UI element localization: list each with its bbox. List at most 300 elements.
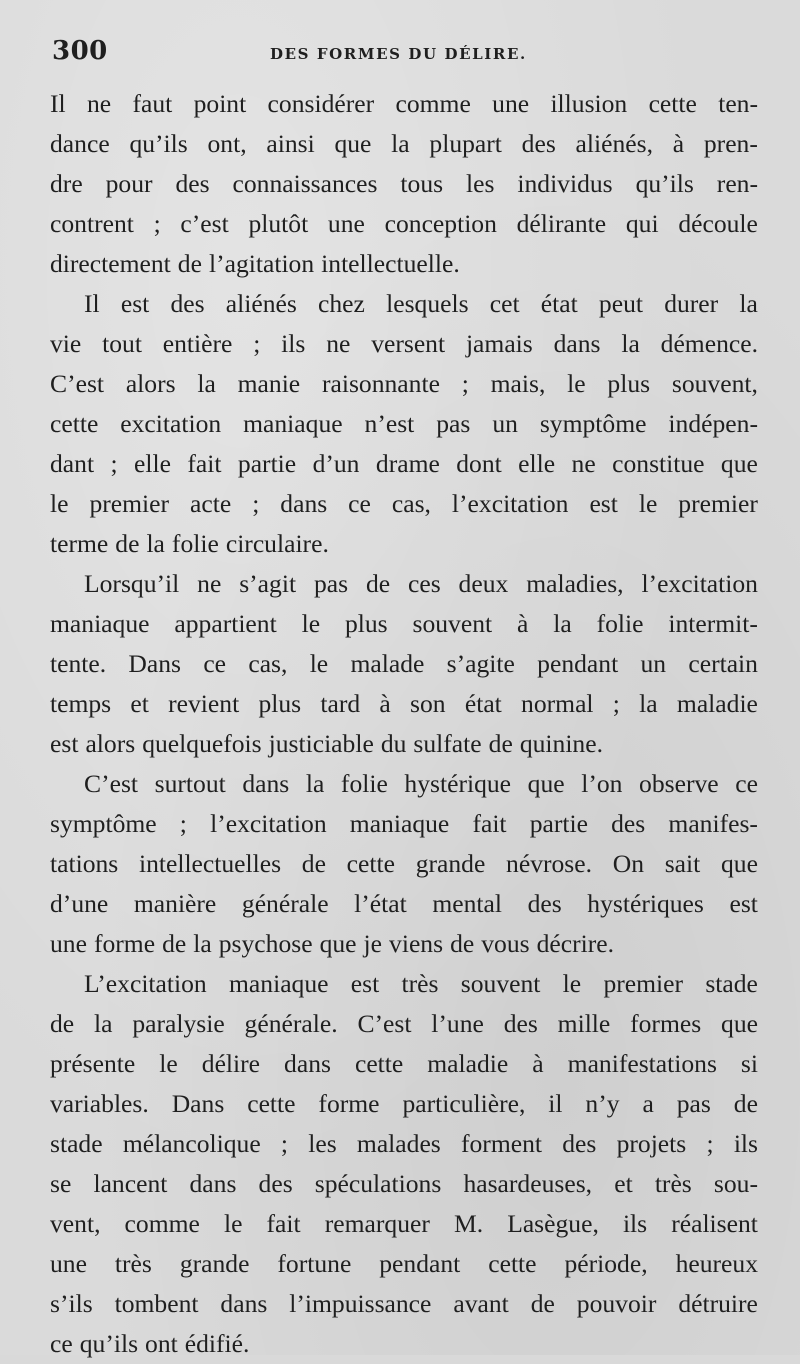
word: d’un — [312, 449, 360, 478]
word: les — [466, 169, 495, 198]
word: je — [363, 929, 383, 958]
word: des — [527, 889, 562, 918]
word: dans — [242, 769, 290, 798]
text-line — [50, 564, 758, 604]
word: de — [115, 529, 140, 558]
word: ces — [407, 569, 441, 598]
word: fait — [472, 809, 507, 838]
text-line — [50, 924, 758, 964]
paragraph — [50, 964, 758, 1364]
word: ; — [179, 809, 187, 838]
word: délire — [201, 1049, 261, 1078]
word: indépen- — [668, 409, 758, 438]
word: tente. — [50, 649, 107, 678]
text-line — [50, 204, 758, 244]
word: cas, — [391, 489, 431, 518]
word: l’impuissance — [289, 1289, 432, 1318]
word: la — [621, 329, 640, 358]
word: des — [258, 1169, 293, 1198]
word: Lasègue, — [507, 1209, 599, 1238]
word: le — [50, 489, 69, 518]
word: stade — [705, 969, 758, 998]
paragraph — [50, 764, 758, 964]
word: névrose. — [506, 849, 593, 878]
text-line — [50, 1004, 758, 1044]
word: le — [309, 649, 329, 678]
word: dans — [189, 1169, 237, 1198]
word: maniaque — [50, 609, 150, 638]
word: dans — [280, 489, 328, 518]
word: justiciable — [268, 729, 374, 758]
word: se — [50, 1169, 72, 1198]
word: découle — [678, 209, 758, 238]
word: viens — [389, 929, 444, 958]
word: dans — [220, 1289, 268, 1318]
word: normal — [521, 689, 594, 718]
word: premier — [603, 969, 684, 998]
word: des — [562, 1129, 597, 1158]
word: spéculations — [314, 1169, 442, 1198]
text-line — [50, 1084, 758, 1124]
word: mais, — [490, 369, 546, 398]
word: des — [170, 289, 205, 318]
word: hystérique — [404, 769, 512, 798]
word: démence. — [660, 329, 758, 358]
word: mental — [432, 889, 502, 918]
word: pas — [676, 1089, 711, 1118]
word: C’est — [50, 369, 105, 398]
word: ont, — [207, 129, 247, 158]
text-line — [50, 844, 758, 884]
word: générale — [241, 889, 329, 918]
word: c’est — [180, 209, 229, 238]
word: Il — [50, 89, 66, 118]
word: les — [308, 1129, 337, 1158]
word: ; — [252, 489, 260, 518]
word: pren- — [703, 129, 758, 158]
word: hasardeuses, — [463, 1169, 593, 1198]
word: malades — [356, 1129, 441, 1158]
word: l’on — [581, 769, 623, 798]
word: fortune — [277, 1249, 352, 1278]
word: de — [530, 1289, 555, 1318]
word: forme — [318, 1089, 380, 1118]
word: paralysie — [132, 1009, 225, 1038]
word: pendant — [537, 649, 619, 678]
word: vous — [481, 929, 530, 958]
word: ; — [706, 1129, 714, 1158]
word: des — [521, 129, 556, 158]
word: de — [450, 929, 475, 958]
word: la — [197, 369, 216, 398]
word: édifié. — [184, 1329, 250, 1358]
word: des — [503, 1009, 538, 1038]
word: s’ils — [50, 1289, 93, 1318]
word: est — [350, 969, 380, 998]
word: intellectuelle. — [321, 249, 460, 278]
word: considérer — [267, 89, 375, 118]
word: directement — [50, 249, 171, 278]
word: cette — [648, 89, 697, 118]
text-line — [50, 1164, 758, 1204]
text-line — [50, 404, 758, 444]
text-line — [50, 524, 758, 564]
word: elle — [518, 449, 556, 478]
word: manifes- — [668, 809, 758, 838]
word: de — [162, 929, 187, 958]
word: premier — [89, 489, 170, 518]
text-line — [50, 1044, 758, 1084]
word: à — [379, 689, 391, 718]
word: variables. — [50, 1089, 149, 1118]
word: Dans — [171, 1089, 225, 1118]
word: plus — [607, 369, 651, 398]
word: ce — [348, 489, 371, 518]
word: symptôme — [50, 809, 157, 838]
word: une — [50, 929, 87, 958]
word: faut — [132, 89, 173, 118]
word: s’agite — [446, 649, 515, 678]
word: pour — [105, 169, 153, 198]
word: terme — [50, 529, 109, 558]
word: tout — [102, 329, 142, 358]
word: Lorsqu’il — [84, 569, 180, 598]
word: ne — [86, 89, 112, 118]
word: si — [740, 1049, 758, 1078]
word: ont — [145, 1329, 178, 1358]
word: qui — [625, 209, 659, 238]
word: intellectuelles — [138, 849, 282, 878]
word: très — [654, 1169, 692, 1198]
word: avant — [453, 1289, 509, 1318]
word: maniaque — [349, 809, 450, 838]
text-line — [50, 444, 758, 484]
word: acte — [190, 489, 232, 518]
word: entière — [162, 329, 233, 358]
text-line — [50, 724, 758, 764]
text-line — [50, 1124, 758, 1164]
text-line — [50, 644, 758, 684]
word: à — [516, 609, 529, 638]
word: est — [589, 489, 618, 518]
word: cette — [247, 1089, 296, 1118]
word: le — [567, 369, 586, 398]
word: ; — [612, 689, 620, 718]
paragraph — [50, 284, 758, 564]
word: plupart — [429, 129, 502, 158]
word: alors — [125, 369, 176, 398]
word: folie — [340, 769, 388, 798]
word: pouvoir — [576, 1289, 657, 1318]
word: détruire — [678, 1289, 758, 1318]
word: elle — [134, 449, 171, 478]
word: l’excitation — [641, 569, 758, 598]
word: ne — [326, 329, 351, 358]
word: quinine. — [519, 729, 603, 758]
word: maniaque — [229, 969, 329, 998]
word: la — [739, 289, 758, 318]
word: M. — [453, 1209, 484, 1238]
word: des — [175, 169, 210, 198]
word: fait — [187, 449, 222, 478]
text-line — [50, 324, 758, 364]
word: remarquer — [324, 1209, 430, 1238]
word: réalisent — [671, 1209, 758, 1238]
word: une — [492, 89, 530, 118]
word: tombent — [114, 1289, 199, 1318]
word: l’une — [431, 1009, 484, 1038]
word: la — [639, 689, 658, 718]
word: la — [305, 769, 325, 798]
word: la — [553, 609, 572, 638]
word: intermit- — [668, 609, 758, 638]
word: illusion — [550, 89, 628, 118]
text-line — [50, 84, 758, 124]
word: contrent — [50, 209, 134, 238]
word: plus — [258, 689, 302, 718]
word: On — [612, 849, 645, 878]
word: ; — [153, 209, 161, 238]
word: que — [319, 929, 357, 958]
word: lancent — [93, 1169, 168, 1198]
word: symptôme — [539, 409, 647, 438]
text-line — [50, 1204, 758, 1244]
word: pas — [313, 569, 349, 598]
word: vie — [50, 329, 82, 358]
word: ; — [280, 1129, 289, 1158]
word: un — [640, 649, 667, 678]
word: est — [729, 889, 758, 918]
word: plutôt — [248, 209, 309, 238]
word: cas, — [248, 649, 288, 678]
word: durer — [664, 289, 719, 318]
word: aliénés — [225, 289, 297, 318]
word: que — [527, 769, 565, 798]
word: générale. — [244, 1009, 338, 1038]
word: qu’ils — [79, 1329, 139, 1358]
text-line — [50, 604, 758, 644]
word: l’agitation — [208, 249, 315, 278]
text-line — [50, 884, 758, 924]
word: que — [720, 849, 758, 878]
word: sait — [664, 849, 701, 878]
word: le — [159, 1049, 178, 1078]
word: ils — [733, 1129, 758, 1158]
running-title: DES FORMES DU DÉLIRE. — [270, 45, 527, 63]
word: C’est — [84, 769, 139, 798]
word: vent, — [50, 1209, 101, 1238]
word: que — [334, 129, 372, 158]
word: dans — [553, 329, 601, 358]
word: cette — [50, 409, 99, 438]
word: dant — [50, 449, 95, 478]
word: surtout — [154, 769, 226, 798]
word: de — [733, 1089, 758, 1118]
word: du — [380, 729, 407, 758]
word: la — [146, 529, 165, 558]
word: s’agit — [239, 569, 297, 598]
word: formes — [630, 1009, 702, 1038]
word: grande — [179, 1249, 250, 1278]
word: forme — [93, 929, 156, 958]
word: malade — [350, 649, 425, 678]
word: ils — [281, 329, 306, 358]
word: conception — [384, 209, 497, 238]
word: drame — [375, 449, 440, 478]
word: état — [540, 289, 578, 318]
word: très — [114, 1249, 152, 1278]
word: délirante — [516, 209, 607, 238]
word: forment — [460, 1129, 543, 1158]
word: ne — [571, 449, 596, 478]
word: premier — [678, 489, 758, 518]
word: qu’ils — [129, 129, 188, 158]
word: dance — [50, 129, 110, 158]
word: période, — [564, 1249, 648, 1278]
word: circulaire. — [225, 529, 329, 558]
word: tard — [320, 689, 361, 718]
word: aliénés, — [575, 129, 653, 158]
word: peut — [598, 289, 643, 318]
word: qu’ils — [635, 169, 694, 198]
text-line — [50, 244, 758, 284]
word: individus — [517, 169, 613, 198]
word: dre — [50, 169, 83, 198]
word: pas — [436, 409, 471, 438]
word: ce — [50, 1329, 73, 1358]
word: de — [301, 849, 326, 878]
word: le — [638, 489, 658, 518]
word: temps — [50, 689, 112, 718]
body-text — [50, 84, 758, 1364]
word: connaissances — [232, 169, 378, 198]
word: chez — [318, 289, 365, 318]
word: maladie — [427, 1049, 509, 1078]
word: dont — [456, 449, 502, 478]
word: cette — [346, 849, 395, 878]
word: comme — [124, 1209, 200, 1238]
text-line — [50, 284, 758, 324]
word: mélancolique — [122, 1129, 261, 1158]
word: mille — [557, 1009, 611, 1038]
word: manifestations — [567, 1049, 717, 1078]
word: d’une — [50, 889, 109, 918]
word: jamais — [465, 329, 533, 358]
text-line — [50, 484, 758, 524]
word: lesquels — [386, 289, 469, 318]
word: une — [327, 209, 365, 238]
word: état — [464, 689, 502, 718]
word: l’excitation — [210, 809, 327, 838]
text-line — [50, 164, 758, 204]
word: et — [614, 1169, 633, 1198]
word: maladie — [676, 689, 758, 718]
word: ne — [197, 569, 222, 598]
word: présente — [50, 1049, 136, 1078]
text-line — [50, 804, 758, 844]
word: folie — [171, 529, 219, 558]
word: sou- — [713, 1169, 758, 1198]
word: revient — [168, 689, 240, 718]
word: Il — [84, 289, 100, 318]
word: souvent — [460, 969, 541, 998]
word: que — [720, 449, 758, 478]
word: le — [562, 969, 582, 998]
word: raisonnante — [321, 369, 440, 398]
word: excitation — [120, 409, 222, 438]
word: L’excitation — [84, 969, 207, 998]
text-line — [50, 764, 758, 804]
text-line — [50, 1244, 758, 1284]
word: une — [50, 1249, 87, 1278]
word: partie — [529, 809, 588, 838]
word: ainsi — [266, 129, 315, 158]
word: observe — [639, 769, 719, 798]
word: versent — [371, 329, 446, 358]
text-line — [50, 1324, 758, 1364]
word: manie — [237, 369, 301, 398]
word: que — [721, 1009, 758, 1038]
text-line — [50, 364, 758, 404]
word: de — [177, 249, 202, 278]
word: souvent — [412, 609, 493, 638]
word: tations — [50, 849, 119, 878]
word: fait — [266, 1209, 301, 1238]
word: maladies, — [526, 569, 624, 598]
word: la — [193, 929, 212, 958]
word: il — [548, 1089, 563, 1118]
word: ce — [203, 649, 227, 678]
word: le — [301, 609, 321, 638]
word: maniaque — [243, 409, 343, 438]
word: ; — [110, 449, 118, 478]
word: et — [130, 689, 149, 718]
word: n’y — [585, 1089, 620, 1118]
word: la — [391, 129, 410, 158]
text-line — [50, 964, 758, 1004]
word: sulfate — [413, 729, 482, 758]
word: folie — [596, 609, 644, 638]
word: décrire. — [536, 929, 615, 958]
word: constitue — [612, 449, 705, 478]
word: a — [642, 1089, 654, 1118]
word: est — [120, 289, 150, 318]
word: quelquefois — [142, 729, 262, 758]
word: C’est — [357, 1009, 412, 1038]
word: ils — [622, 1209, 648, 1238]
paragraph — [50, 564, 758, 764]
word: cette — [488, 1249, 537, 1278]
page-number: 300 — [52, 36, 108, 66]
word: certain — [688, 649, 758, 678]
word: stade — [50, 1129, 103, 1158]
word: le — [223, 1209, 243, 1238]
word: Dans — [128, 649, 182, 678]
word: n’est — [364, 409, 415, 438]
word: projets — [616, 1129, 687, 1158]
word: l’état — [354, 889, 407, 918]
paragraph — [50, 84, 758, 284]
word: ce — [735, 769, 758, 798]
word: alors — [85, 729, 136, 758]
word: hystériques — [587, 889, 704, 918]
text-line — [50, 684, 758, 724]
word: dans — [284, 1049, 331, 1078]
word: appartient — [174, 609, 277, 638]
word: à — [532, 1049, 544, 1078]
word: très — [401, 969, 439, 998]
word: l’excitation — [451, 489, 569, 518]
